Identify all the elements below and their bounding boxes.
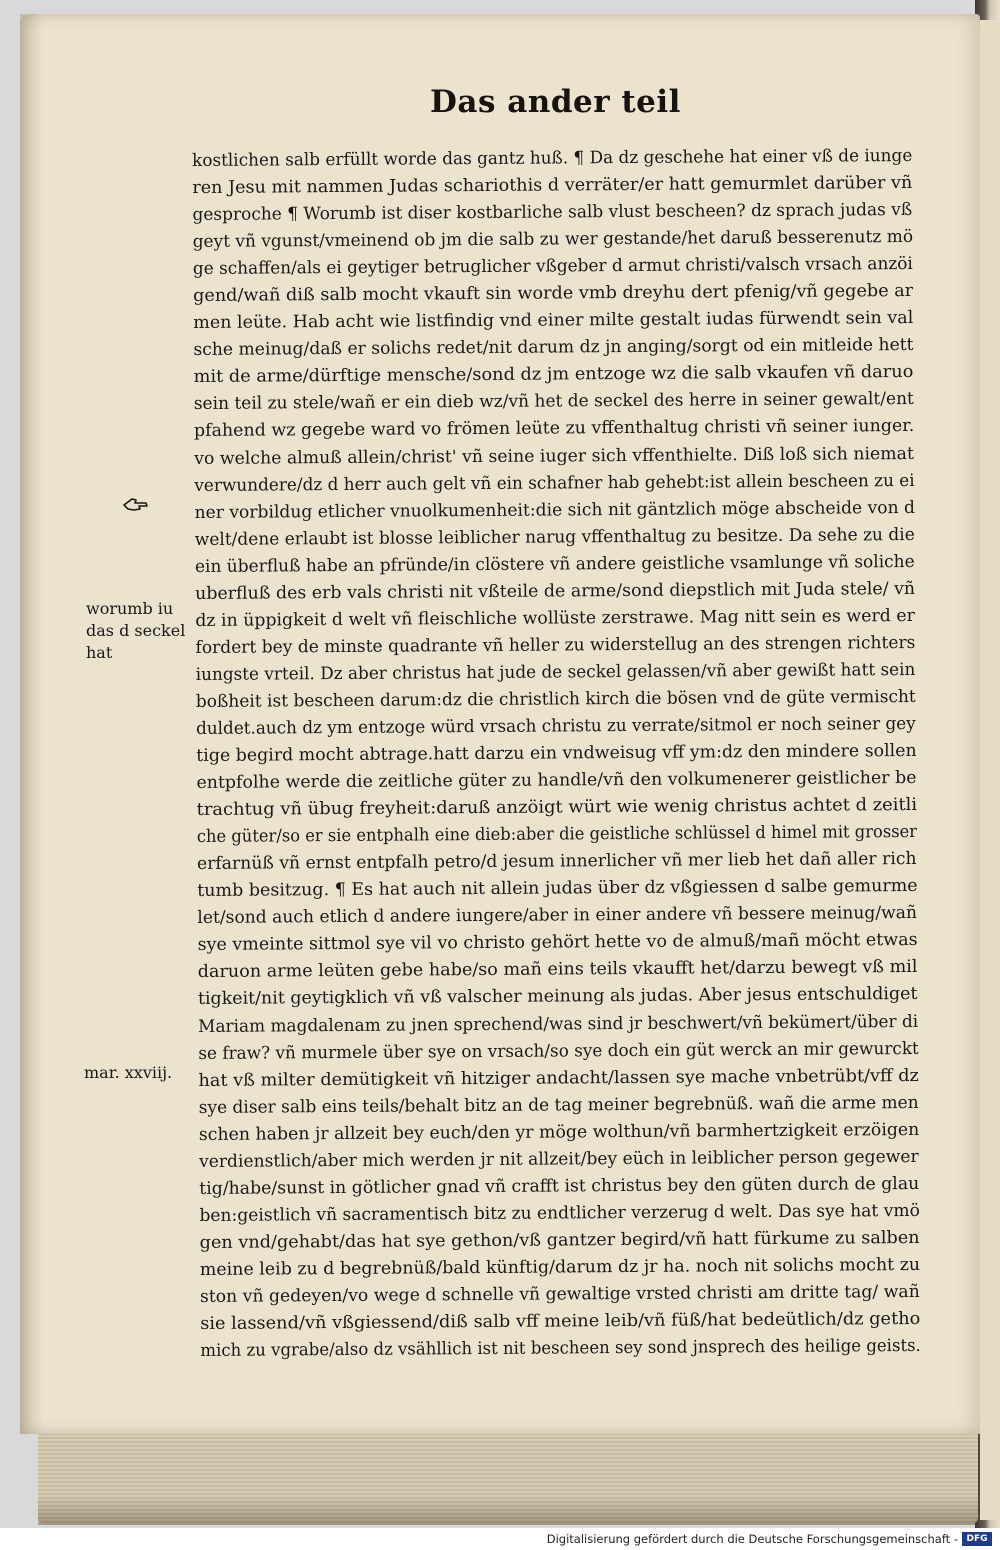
text-line: verdienstlich/aber mich werden jr nit allzeit/bey eüch in leiblicher person gegewer: [199, 1146, 919, 1172]
body-text: [192, 143, 920, 1365]
text-line: kostlichen salb erfüllt worde das gantz huß. ¶ Da dz geschehe hat einer vß de iunge: [192, 145, 913, 171]
text-line: gesproche ¶ Worumb ist diser kostbarliche salb vlust bescheen? dz sprach judas vß: [192, 200, 913, 226]
text-line: ben:geistlich vñ sacramentisch bitz zu endtlicher verzerug d welt. Das sye hat vmö: [199, 1200, 920, 1226]
text-line: dz in üppigkeit d welt vñ fleischliche wollüste zerstrawe. Mag nitt sein es werd er: [195, 605, 915, 631]
text-line: daruon arme leüten gebe habe/so mañ eins teils vkaufft het/darzu bewegt vß mil: [197, 957, 918, 983]
text-line: gen vnd/gehabt/das hat sye gethon/vß gantzer begird/vñ hatt fürkume zu salben: [199, 1227, 920, 1253]
text-line: che güter/so er sie entphalh eine dieb:aber die geistliche schlüssel d himel mit grosser: [196, 822, 917, 848]
text-line: men leüte. Hab acht wie listfindig vnd einer milte gestalt iudas fürwendt sein val: [193, 308, 914, 334]
text-line: tig/habe/sunst in götlicher gnad vñ crafft ist christus bey den güten durch de glau: [199, 1173, 920, 1199]
gutter-shadow: [20, 14, 44, 1434]
text-line: schen haben jr allzeit bey euch/den yr möge wolthun/vñ barmhertzigkeit erzöigen: [198, 1119, 919, 1145]
text-line: verwundere/dz d herr auch gelt vñ ein schafner hab gehebt:ist allein bescheen zu ei: [194, 470, 915, 496]
text-line: entpfolhe werde die zeitliche güter zu handle/vñ den volkumenerer geistlicher be: [196, 768, 917, 794]
text-line: gend/wañ diß salb mocht vkauft sin worde vmb dreyhu dert pfenig/vñ gegebe ar: [192, 281, 914, 307]
text-line: fordert bey de minste quadrante vñ heller zu widerstellug an des strengen richters: [195, 632, 916, 658]
text-line: ge schaffen/als ei geytiger betruglicher vßgeber d armut christi/valsch vrsach anzöi: [192, 254, 913, 280]
text-line: se fraw? vñ murmele über sye on vrsach/so sye doch ein güt werck an mir gewurckt: [198, 1038, 919, 1064]
text-line: tigkeit/nit geytigklich vñ vß valscher meinung als judas. Aber jesus entschuldiget: [197, 984, 918, 1010]
margin-note-seckel: worumb iu das d seckel hat: [86, 599, 186, 662]
text-line: sie lassend/vñ vßgiessend/diß salb vff meine leib/vñ füß/hat bedeütlich/dz getho: [200, 1308, 921, 1334]
text-line: trachtug vñ übug freyheit:daruß anzöigt würt wie wenig christus achtet d zeitli: [196, 795, 917, 821]
text-line: Mariam magdalenam zu jnen sprechend/was sind jr beschwert/vñ bekümert/über di: [198, 1011, 919, 1037]
text-line: ein überfluß habe an pfründe/in clöstere vñ andere geistliche vsamlunge vñ soliche: [194, 551, 915, 577]
text-line: ren Jesu mit nammen Judas schariothis d verräter/er hatt gemurmlet darüber vñ: [192, 173, 913, 199]
text-line: tige begird mocht abtrage.hatt darzu ein vndweisug vff ym:dz den mindere sollen: [196, 740, 917, 767]
text-line: pfahend wz gegebe ward vo frömen leüte zu vffenthaltug christi vñ seiner iunger.: [193, 416, 915, 442]
footer-credit: Digitalisierung gefördert durch die Deutsche Forschungsgemeinschaft -: [546, 1532, 958, 1546]
text-line: sye vmeinte sittmol sye vil vo christo gehört hette vo de almuß/mañ möcht etwas: [197, 930, 918, 956]
running-head: Das ander teil: [430, 84, 681, 120]
margin-note-reference: mar. xxviij.: [84, 1063, 173, 1082]
dfg-logo: DFG: [962, 1532, 992, 1546]
text-line: sche meinug/daß er solichs redet/nit darum dz jn anging/sorgt od ein mitleide hett: [193, 335, 914, 361]
text-line: sye diser salb eins teils/behalt bitz an de tag meiner begrebnüß. wañ die arme men: [198, 1092, 919, 1118]
pointing-hand-icon: [122, 494, 152, 516]
text-line: meine leib zu d begrebnüß/bald künftig/darum dz jr ha. noch nit solichs mocht zu: [199, 1254, 920, 1280]
text-line: mit de arme/dürftige mensche/sond dz jm entzoge wz die salb vkaufen vñ daruo: [193, 362, 914, 388]
text-line: geyt vñ vgunst/vmeinend ob jm die salb zu wer gestande/het daruß besserenutz mö: [192, 227, 913, 253]
text-line: mich zu vgrabe/also dz vsähllich ist nit bescheen sey sond jnsprech des heilige geists.: [200, 1336, 921, 1362]
text-line: uberfluß des erb vals christi nit vßteile de arme/sond diepstlich mit Juda stele/ vñ: [195, 578, 916, 604]
text-line: welt/dene erlaubt ist blosse leiblicher narug vffenthaltug zu besitze. Da sehe zu die: [194, 524, 915, 550]
text-line: erfarnüß vñ ernst entpfalh petro/d jesum innerlicher vñ mer lieb het dañ aller rich: [196, 849, 917, 875]
text-line: ner vorbildug etlicher vnuolkumenheit:die sich nit gäntzlich möge abscheide von d: [194, 497, 915, 523]
text-line: tumb besitzug. ¶ Es hat auch nit allein judas über dz vßgiessen d salbe gemurme: [197, 876, 918, 902]
text-line: let/sond auch etlich d andere iungere/aber in einer andere vñ bessere meinug/wañ: [197, 903, 918, 929]
text-line: vo welche almuß allein/christ' vñ seine iuger sich vffenthielte. Diß loß sich niemat: [194, 443, 914, 469]
text-line: boßheit ist bescheen darum:dz die christlich kirch die bösen vnd de güte vermischt: [195, 686, 916, 712]
text-line: hat vß milter demütigkeit vñ hitziger andacht/lassen sye mache vnbetrübt/vff dz: [198, 1065, 919, 1091]
text-line: sein teil zu stele/wañ er ein dieb wz/vñ het de seckel des herre in seiner gewalt/ent: [193, 389, 914, 415]
text-line: duldet.auch dz ym entzoge würd vrsach christu zu verrate/sitmol er noch seiner gey: [195, 713, 916, 739]
facing-page-fragment: [980, 20, 1000, 1520]
text-line: ston vñ gedeyen/vo wege d schnelle vñ gewaltige vrsted christi am dritte tag/ wañ: [199, 1281, 920, 1307]
text-line: iungste vrteil. Dz aber christus hat jude de seckel gelassen/vñ aber gewißt hatt sein: [195, 659, 916, 685]
